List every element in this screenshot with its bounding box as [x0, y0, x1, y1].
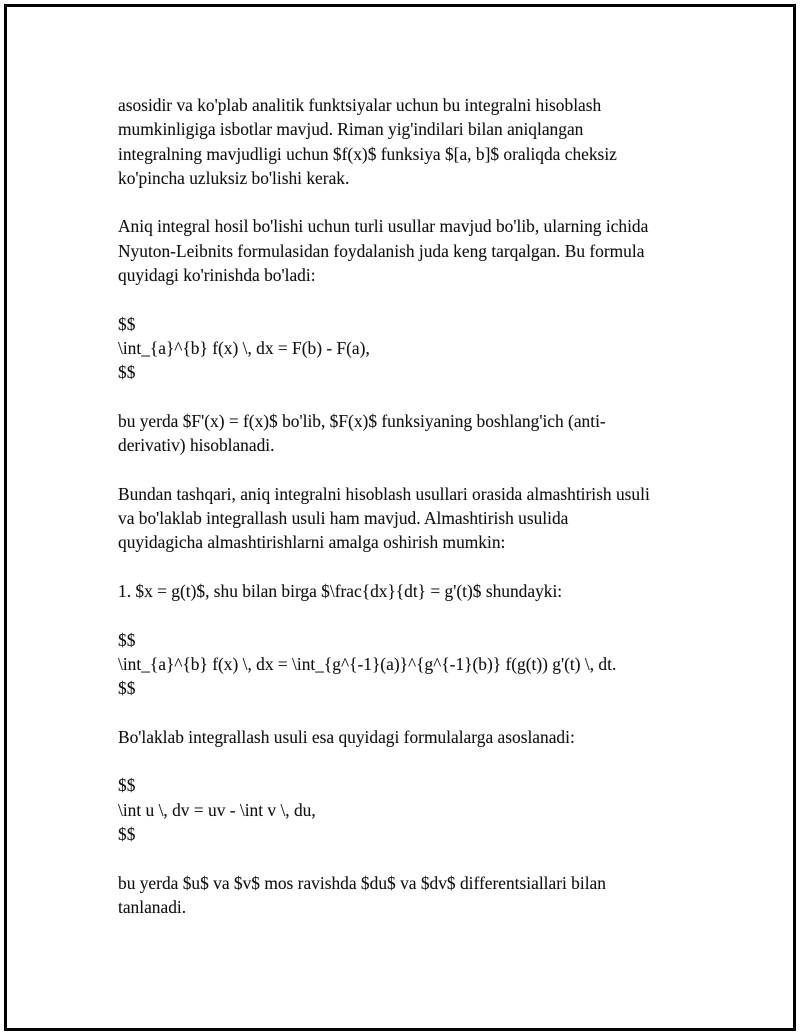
text-line: Aniq integral hosil bo'lishi uchun turli usullar mavjud bo'lib, ularning ichida — [118, 216, 649, 237]
formula-newton-leibniz — [118, 312, 718, 385]
formula-delimiter: $$ — [118, 775, 136, 796]
paragraph-newton-leibniz-intro — [118, 214, 718, 287]
text-line: Bundan tashqari, aniq integralni hisoblash usullari orasida almashtirish usuli — [118, 483, 650, 504]
formula-line: \int_{a}^{b} f(x) \, dx = \int_{g^{-1}(a)}^{g^{-1}(b)} f(g(t)) g'(t) \, dt. — [118, 653, 617, 674]
formula-delimiter: $$ — [118, 313, 136, 334]
text-line: 1. $x = g(t)$, shu bilan birga $\frac{dx}{dt} = g'(t)$ shundayki: — [118, 580, 563, 601]
formula-line: \int_{a}^{b} f(x) \, dx = F(b) - F(a), — [118, 337, 370, 358]
formula-substitution — [118, 628, 718, 701]
text-line: Nyuton-Leibnits formulasidan foydalanish juda keng tarqalgan. Bu formula — [118, 240, 645, 261]
text-line: Bo'laklab integrallash usuli esa quyidagi formulalarga asoslanadi: — [118, 726, 575, 747]
text-line: bu yerda $F'(x) = f(x)$ bo'lib, $F(x)$ funksiyaning boshlang'ich (anti- — [118, 410, 606, 431]
paragraph-riemann-existence — [118, 93, 718, 190]
text-line: asosidir va ko'plab analitik funktsiyalar uchun bu integralni hisoblash — [118, 95, 602, 115]
list-item-substitution — [118, 579, 718, 603]
text-line: mumkinligiga isbotlar mavjud. Riman yig'indilari bilan aniqlangan — [118, 119, 584, 140]
formula-integration-by-parts — [118, 773, 718, 846]
text-line: integralning mavjudligi uchun $f(x)$ funksiya $[a, b]$ oraliqda cheksiz — [118, 143, 617, 164]
formula-delimiter: $$ — [118, 629, 136, 650]
paragraph-substitution-intro — [118, 482, 718, 555]
paragraph-differentials — [118, 871, 718, 920]
text-line: va bo'laklab integrallash usuli ham mavjud. Almashtirish usulida — [118, 508, 569, 529]
formula-delimiter: $$ — [118, 362, 136, 383]
formula-delimiter: $$ — [118, 678, 136, 699]
text-line: quyidagi ko'rinishda bo'ladi: — [118, 265, 316, 286]
text-line: bu yerda $u$ va $v$ mos ravishda $du$ va $dv$ differentsiallari bilan — [118, 872, 606, 893]
document-body — [118, 93, 718, 943]
formula-delimiter: $$ — [118, 823, 136, 844]
text-line: derivativ) hisoblanadi. — [118, 435, 275, 456]
paragraph-integration-by-parts-intro — [118, 725, 718, 749]
text-line: tanlanadi. — [118, 896, 187, 917]
text-line: quyidagicha almashtirishlarni amalga oshirish mumkin: — [118, 532, 506, 553]
formula-line: \int u \, dv = uv - \int v \, du, — [118, 799, 316, 820]
paragraph-antiderivative — [118, 409, 718, 458]
text-line: ko'pincha uzluksiz bo'lishi kerak. — [118, 167, 350, 188]
